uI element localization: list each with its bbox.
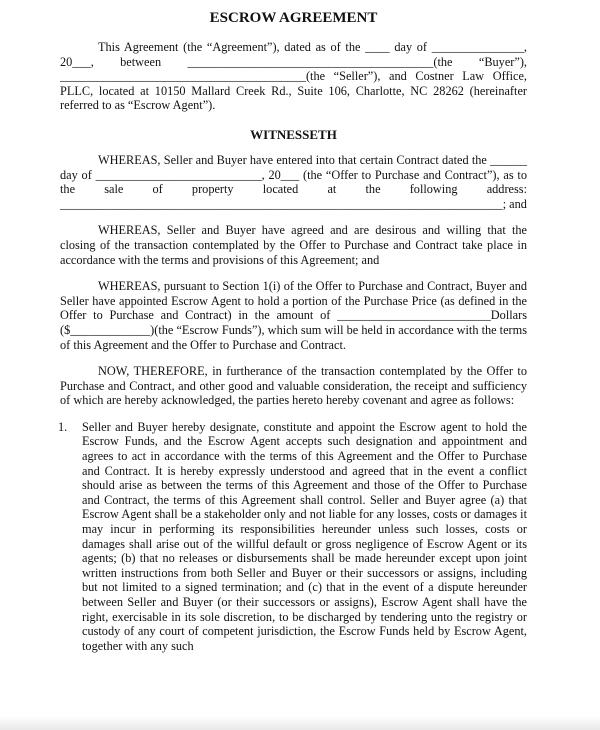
clause-list — [60, 420, 527, 654]
whereas-paragraph-3: WHEREAS, pursuant to Section 1(i) of the Offer to Purchase and Contract, Buyer and Seller have appointed Escrow Agent to hold a portion of the Purchase Price (as defined in the Offer to Purchase and Contract) in the amount of _________________________Dollars ($_____________)(the “Escrow Funds”), which sum will be held in accordance with the terms of this Agreement and the Offer to Purchase and Contract. — [60, 279, 527, 352]
whereas-paragraph-2: WHEREAS, Seller and Buyer have agreed and are desirous and willing that the closing of the transaction contemplated by the Offer to Purchase and Contract take place in accordance with the terms and provisions of this Agreement; and — [60, 223, 527, 267]
clause-text: Seller and Buyer hereby designate, constitute and appoint the Escrow agent to hold the Escrow Funds, and the Escrow Agent accepts such designation and appointment and agrees to act in accordance with the terms of this Agreement and the Offer to Purchase and Contract. It is hereby expressly understood and agreed that in the event a conflict should arise as between the terms of this Agreement and those of the Offer to Purchase and Contract, the terms of this Agreement shall control. Seller and Buyer agree (a) that Escrow Agent shall be a stakeholder only and not liable for any losses, costs or damages it may incur in performing its responsibilities hereunder unless such losses, costs or damages shall arise out of the willful default or gross negligence of Escrow Agent or its agents; (b) that no releases or disbursements shall be made hereunder except upon joint written instructions from both Seller and Buyer or their successors or assigns, including but not limited to a signed termination; and (c) that in the event of a dispute hereunder between Seller and Buyer (or their successors or assigns), Escrow Agent shall have the right, exercisable in its sole discretion, to be discharged by tendering unto the registry or custody of any court of competent jurisdiction, the Escrow Funds held by Escrow Agent, together with any such — [82, 419, 527, 653]
document-title: ESCROW AGREEMENT — [209, 10, 378, 26]
page-bottom-edge — [0, 716, 600, 730]
intro-paragraph: This Agreement (the “Agreement”), dated as of the ____ day of _______________, 20___, between ________________________________________(the “Buyer”), ________________________________________(the “Seller”), and Costner Law Office, PLLC, located at 10150 Mallard Creek Rd., Suite 106, Charlotte, NC 28262 (hereinafter referred to as “Escrow Agent”). — [60, 40, 527, 113]
witnesseth-heading: WITNESSETH — [250, 126, 337, 142]
clause-item — [60, 420, 527, 654]
whereas-paragraph-1: WHEREAS, Seller and Buyer have entered into that certain Contract dated the ______ day of ___________________________, 20___ (the “Offer to Purchase and Contract”), as to the sale of property located at the following address: ________________________________________________________________________; and — [60, 152, 527, 211]
document-page — [60, 8, 527, 653]
clause-number: 1. — [58, 419, 68, 434]
now-therefore-paragraph: NOW, THEREFORE, in furtherance of the transaction contemplated by the Offer to Purchase and Contract, and other good and valuable consideration, the receipt and sufficiency of which are hereby acknowledged, the parties hereto hereby covenant and agree as follows: — [60, 364, 527, 408]
